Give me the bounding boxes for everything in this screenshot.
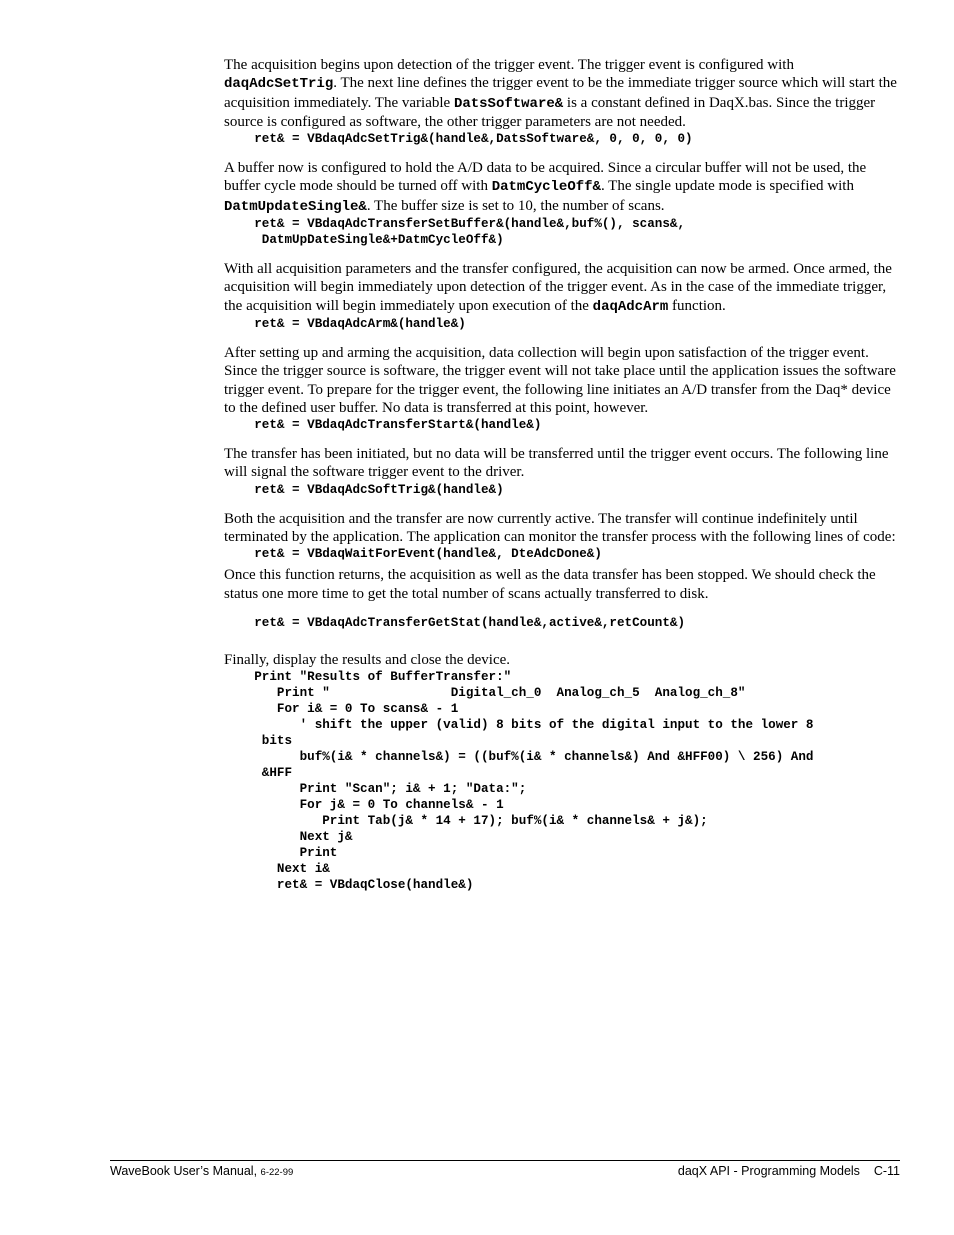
text-run: . The single update mode is specified with <box>600 178 854 195</box>
code-line: ret& = VBdaqAdcTransferSetBuffer&(handle&,buf%(), scans&, <box>224 217 686 232</box>
code-line: ret& = VBdaqAdcTransferStart&(handle&) <box>224 418 542 433</box>
inline-code: daqAdcSetTrig <box>224 76 334 93</box>
spacer <box>224 603 900 615</box>
text-run: . The buffer size is set to 10, the number of scans. <box>366 197 665 214</box>
text-run: The transfer has been initiated, but no data will be transferred until the trigger event occurs. The following line will signal the software trigger event to the driver. <box>224 446 889 481</box>
code-line: Print "Results of BufferTransfer:" <box>224 670 512 685</box>
spacer <box>224 631 900 651</box>
code-line: Next i& <box>224 862 330 877</box>
spacer <box>224 147 900 159</box>
code-block <box>224 417 900 433</box>
paragraph <box>224 260 900 316</box>
code-block <box>224 482 900 498</box>
text-run: With all acquisition parameters and the transfer configured, the acquisition can now be armed. Once armed, the acquisition will begin immediately upon detection of the trigger event. As in the case of the immediate trigger, the acquisition will begin immediately upon execution of the <box>224 261 892 314</box>
text-run: . The next line defines the trigger event to be the immediate trigger source which will start the acquisition immediately. The variable <box>224 75 897 111</box>
document-body <box>224 56 900 893</box>
paragraph <box>224 56 900 131</box>
code-line: ret& = VBdaqWaitForEvent(handle&, DteAdcDone&) <box>224 547 602 562</box>
code-block <box>224 131 900 147</box>
code-line: ret& = VBdaqAdcArm&(handle&) <box>224 316 466 331</box>
code-line: buf%(i& * channels&) = ((buf%(i& * channels&) And &HFF00) \ 256) And <box>224 750 814 765</box>
text-run: Finally, display the results and close the device. <box>224 651 511 668</box>
page-footer <box>110 1160 900 1178</box>
code-block <box>224 615 900 631</box>
code-line: Next j& <box>224 830 353 845</box>
code-line: bits <box>224 734 293 749</box>
code-line: ret& = VBdaqAdcSoftTrig&(handle&) <box>224 482 504 497</box>
text-run: A buffer now is configured to hold the A/D data to be acquired. Since a circular buffer will not be used, the buffer cycle mode should be turned off with <box>224 160 867 195</box>
spacer <box>224 248 900 260</box>
code-block <box>224 546 900 562</box>
text-run: After setting up and arming the acquisition, data collection will begin upon satisfaction of the trigger event. Since the trigger source is software, the trigger event will not take place until the application issues the software trigger event. To prepare for the trigger event, the following line initiates an A/D transfer from the Daq* device to the defined user buffer. No data is transferred at this point, however. <box>224 344 896 416</box>
paragraph <box>224 445 900 482</box>
footer-date: 6-22-99 <box>260 1167 294 1178</box>
text-run: Both the acquisition and the transfer are now currently active. The transfer will continue indefinitely until terminated by the application. The application can monitor the transfer process with the following lines of code: <box>224 510 896 546</box>
text-run: is a constant defined in DaqX.bas. Since the trigger source is configured as software, the other trigger parameters are not needed. <box>224 94 876 130</box>
code-line: For i& = 0 To scans& - 1 <box>224 702 459 717</box>
spacer <box>224 332 900 344</box>
code-line: Print <box>224 846 338 861</box>
code-line: ret& = VBdaqClose(handle&) <box>224 878 474 893</box>
paragraph <box>224 159 900 216</box>
paragraph <box>224 566 900 603</box>
code-block <box>224 669 900 893</box>
code-line: ' shift the upper (valid) 8 bits of the digital input to the lower 8 <box>224 718 814 733</box>
footer-section-page: daqX API - Programming Models C-11 <box>677 1164 900 1178</box>
code-line: For j& = 0 To channels& - 1 <box>224 798 504 813</box>
code-line: Print "Scan"; i& + 1; "Data:"; <box>224 782 527 797</box>
inline-code: DatsSoftware& <box>453 95 564 112</box>
inline-code: DatmUpdateSingle& <box>224 198 367 215</box>
code-line: &HFF <box>224 766 293 781</box>
footer-title-text: WaveBook User’s Manual, <box>110 1164 261 1178</box>
inline-code: daqAdcArm <box>592 298 669 315</box>
code-line: Print Tab(j& * 14 + 17); buf%(i& * channels& + j&); <box>224 814 708 829</box>
text-run: function. <box>668 297 726 314</box>
code-line: ret& = VBdaqAdcTransferGetStat(handle&,active&,retCount&) <box>224 615 686 630</box>
spacer <box>224 498 900 510</box>
inline-code: DatmCycleOff& <box>491 179 601 196</box>
paragraph <box>224 344 900 417</box>
text-run: Once this function returns, the acquisition as well as the data transfer has been stopped. We should check the status one more time to get the total number of scans actually transferred to disk. <box>224 567 876 602</box>
paragraph <box>224 651 900 669</box>
code-block <box>224 216 900 248</box>
footer-manual-title <box>110 1164 293 1178</box>
code-line: ret& = VBdaqAdcSetTrig&(handle&,DatsSoftware&, 0, 0, 0, 0) <box>224 132 693 147</box>
code-line: DatmUpDateSingle&+DatmCycleOff&) <box>224 233 504 248</box>
paragraph <box>224 510 900 547</box>
code-line: Print " Digital_ch_0 Analog_ch_5 Analog_ch_8" <box>224 686 746 701</box>
code-block <box>224 316 900 332</box>
text-run: The acquisition begins upon detection of the trigger event. The trigger event is configured with <box>224 57 794 73</box>
spacer <box>224 433 900 445</box>
